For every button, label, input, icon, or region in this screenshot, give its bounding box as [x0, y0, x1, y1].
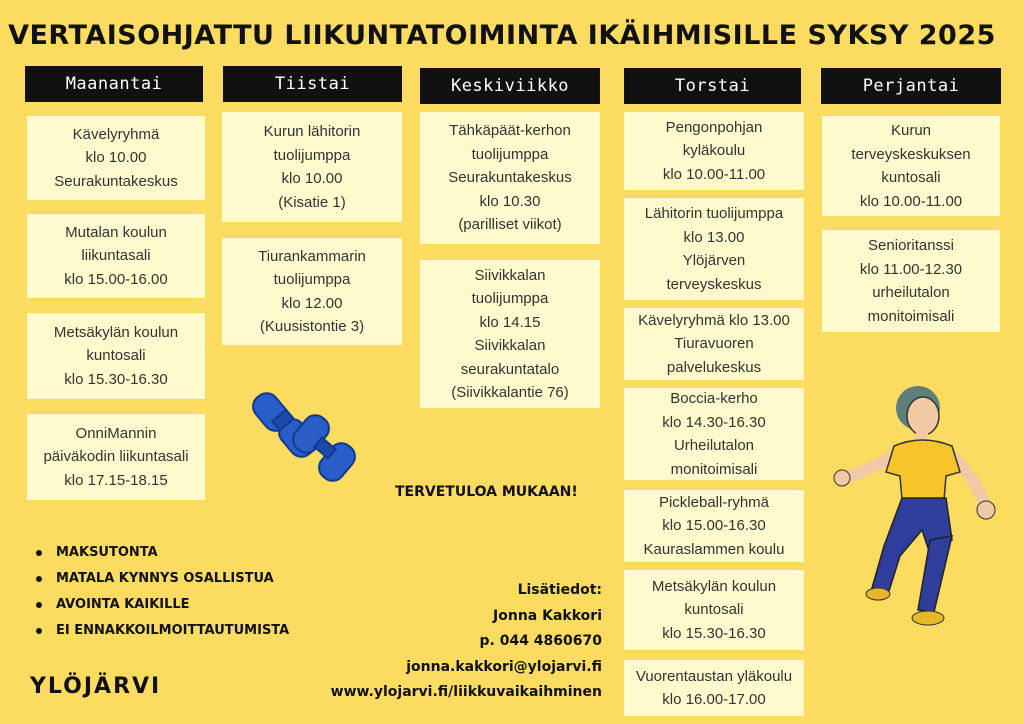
page-title: VERTAISOHJATTU LIIKUNTATOIMINTA IKÄIHMISILLE SYKSY 2025 — [8, 20, 996, 51]
thursday-activity-3: Kävelyryhmä klo 13.00 Tiuravuoren palvelukeskus — [624, 308, 804, 380]
friday-activity-2: Senioritanssi klo 11.00-12.30 urheilutalon monitoimisali — [822, 230, 1000, 332]
day-header-wednesday: Keskiviikko — [420, 68, 600, 104]
day-header-tuesday: Tiistai — [223, 66, 402, 102]
monday-activity-1: Kävelyryhmä klo 10.00 Seurakuntakeskus — [27, 116, 205, 200]
dancing-senior-illustration — [830, 380, 1010, 638]
contact-phone[interactable]: p. 044 4860670 — [479, 633, 602, 649]
thursday-activity-6: Metsäkylän koulun kuntosali klo 15.30-16.30 — [624, 570, 804, 650]
contact-email[interactable]: jonna.kakkori@ylojarvi.fi — [406, 658, 602, 675]
tuesday-activity-1: Kurun lähitorin tuolijumppa klo 10.00 (Kisatie 1) — [222, 112, 402, 222]
contact-info — [331, 578, 602, 706]
tuesday-activity-2: Tiurankammarin tuolijumppa klo 12.00 (Kuusistontie 3) — [222, 238, 402, 345]
wednesday-activity-2: Siivikkalan tuolijumppa klo 14.15 Siivikkalan seurakuntatalo (Siivikkalantie 76) — [420, 260, 600, 408]
ylojarvi-logo: YLÖJÄRVI — [30, 674, 162, 699]
feature-item: AVOINTA KAIKILLE — [36, 592, 289, 618]
feature-list — [36, 540, 289, 644]
day-header-thursday: Torstai — [624, 68, 801, 104]
feature-item: EI ENNAKKOILMOITTAUTUMISTA — [36, 618, 289, 644]
thursday-activity-2: Lähitorin tuolijumppa klo 13.00 Ylöjärven terveyskeskus — [624, 198, 804, 300]
feature-item: MATALA KYNNYS OSALLISTUA — [36, 566, 289, 592]
day-header-friday: Perjantai — [821, 68, 1001, 104]
thursday-activity-4: Boccia-kerho klo 14.30-16.30 Urheilutalon monitoimisali — [624, 388, 804, 480]
dumbbells-icon — [244, 388, 360, 488]
monday-activity-3: Metsäkylän koulun kuntosali klo 15.30-16.30 — [27, 313, 205, 399]
thursday-activity-7: Vuorentaustan yläkoulu klo 16.00-17.00 — [624, 660, 804, 716]
thursday-activity-5: Pickleball-ryhmä klo 15.00-16.30 Kauraslammen koulu — [624, 490, 804, 562]
contact-web-link[interactable]: www.ylojarvi.fi/liikkuvaikaihminen — [330, 684, 602, 700]
feature-item: MAKSUTONTA — [36, 540, 289, 566]
day-header-monday: Maanantai — [25, 66, 203, 102]
monday-activity-2: Mutalan koulun liikuntasali klo 15.00-16.00 — [27, 214, 205, 298]
contact-name: Jonna Kakkori — [493, 607, 602, 624]
welcome-text: TERVETULOA MUKAAN! — [395, 484, 578, 500]
monday-activity-4: OnniMannin päiväkodin liikuntasali klo 17.15-18.15 — [27, 414, 205, 500]
thursday-activity-1: Pengonpohjan kyläkoulu klo 10.00-11.00 — [624, 112, 804, 190]
friday-activity-1: Kurun terveyskeskuksen kuntosali klo 10.00-11.00 — [822, 116, 1000, 216]
contact-heading: Lisätiedot: — [517, 582, 602, 598]
wednesday-activity-1: Tähkäpäät-kerhon tuolijumppa Seurakuntakeskus klo 10.30 (parilliset viikot) — [420, 112, 600, 244]
